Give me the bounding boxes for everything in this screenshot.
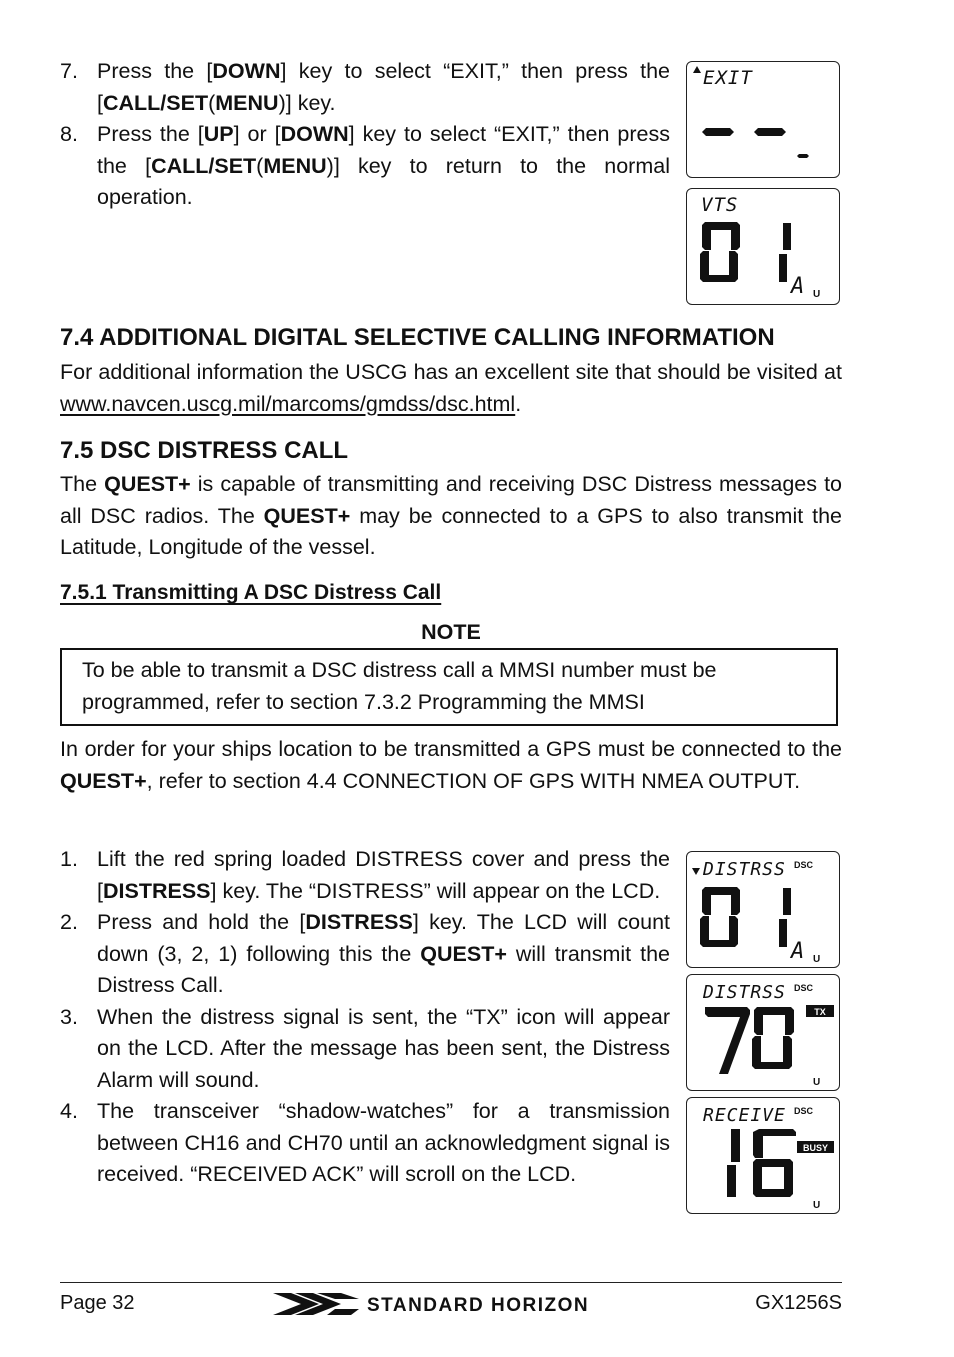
lcd-distress-tx-dsc-tag: DSC — [794, 983, 814, 993]
text-run: ] — [280, 59, 287, 83]
footer-page-number: Page 32 — [60, 1292, 135, 1314]
section-7-5-1-heading: 7.5.1 Transmitting A DSC Distress Call — [60, 581, 442, 604]
lcd-vts-label: VTS — [701, 194, 739, 216]
bold-term: CALL/SET — [151, 153, 257, 178]
text-run: ] — [210, 878, 217, 903]
text-run: key to select “EXIT,” then press the — [286, 59, 671, 83]
small-dash-segment — [797, 154, 809, 158]
lcd-busy-badge: BUSY — [802, 1143, 829, 1153]
text-run: ( — [208, 90, 216, 115]
lcd-distress-tx-unit: U — [813, 1077, 821, 1088]
lcd-exit-screen — [686, 61, 840, 178]
text-run: Press the — [97, 59, 207, 83]
bold-term: DISTRESS — [102, 878, 211, 903]
note-text: To be able to transmit a DSC distress call a MMSI number must be programmed, refer to section 7.3.2 Programming the MMSI — [82, 658, 717, 714]
dash-segment-left — [702, 128, 734, 136]
section-7-4-text-end: . — [515, 391, 522, 416]
dash-segment-right — [754, 128, 786, 136]
lcd-vts-channel-digits — [700, 222, 791, 282]
text-run: ] — [348, 122, 355, 146]
bold-term: QUEST+ — [263, 503, 351, 528]
text-run: [ — [274, 122, 281, 146]
footer-model: GX1256S — [755, 1292, 842, 1314]
lcd-tx-channel-digits — [705, 1007, 794, 1074]
text-run: [ — [145, 153, 152, 178]
text-run: )] — [326, 153, 340, 178]
text-run: Lift the red spring loaded DISTRESS cover and press the — [97, 847, 670, 871]
lcd-distress-dsc-tag: DSC — [794, 860, 814, 870]
manual-page — [60, 0, 842, 1357]
gps-paragraph — [60, 734, 842, 797]
bold-term: MENU — [263, 153, 327, 178]
text-run: or — [239, 122, 275, 146]
lcd-receive-screen — [686, 1097, 840, 1214]
lcd-vts-suffix: A — [791, 274, 806, 299]
text-run: key. — [291, 90, 336, 115]
step-number: 4. — [60, 1099, 78, 1123]
section-7-4-body — [60, 357, 842, 420]
bold-term: QUEST+ — [104, 472, 191, 496]
step-item — [60, 1002, 670, 1097]
lcd-tx-badge: TX — [814, 1007, 826, 1017]
text-run: [ — [206, 59, 213, 83]
text-run: When the distress signal is sent, the “TX” icon will appear on the LCD. After the message has been sent, the Distress Alarm will sound. — [97, 1004, 670, 1092]
lcd-distress-screen — [686, 851, 840, 968]
bold-term: DISTRESS — [305, 910, 413, 934]
lcd-distress-tx-screen — [686, 974, 840, 1091]
footer-rule — [60, 1282, 842, 1283]
text-run: The transceiver “shadow-watches” for a transmission between CH16 and CH70 until an acknowledgment signal is received. “RECEIVED ACK” will scroll on the LCD. — [97, 1099, 670, 1186]
text-run: is capable of transmitting and receiving DSC Distress messages to all DSC radios. The — [60, 472, 842, 528]
standard-horizon-mark-icon — [273, 1293, 359, 1315]
text-run: [ — [299, 910, 306, 934]
text-run: Press and hold the — [97, 910, 300, 934]
lcd-receive-label: RECEIVE — [703, 1105, 786, 1126]
bold-term: DOWN — [280, 122, 349, 146]
note-box — [60, 648, 838, 726]
step-number: 2. — [60, 910, 78, 934]
text-run: ] — [412, 910, 419, 934]
text-run: may be connected to a GPS to also transmit the Latitude, Longitude of the vessel. — [60, 503, 842, 559]
text-run: In order for your ships location to be transmitted a GPS must be connected to the — [60, 737, 842, 761]
text-run: key to select “EXIT,” then press the — [97, 122, 670, 178]
step-item — [60, 56, 670, 119]
lcd-vts-screen — [686, 188, 840, 305]
step-item — [60, 1096, 670, 1191]
text-run: key. The “DISTRESS” will appear on the LCD. — [216, 878, 661, 903]
text-run: )] — [278, 90, 292, 115]
step-number: 8. — [60, 122, 78, 146]
bold-term: QUEST+ — [60, 768, 147, 793]
up-arrow-icon — [693, 66, 701, 73]
lcd-exit-label: EXIT — [703, 67, 753, 89]
intro-steps — [60, 56, 670, 214]
section-7-5-heading: 7.5 DSC DISTRESS CALL — [60, 437, 349, 464]
bold-term: CALL/SET — [102, 90, 209, 115]
text-run: The — [60, 472, 105, 496]
lcd-distress-unit: U — [813, 954, 821, 965]
step-number: 7. — [60, 59, 78, 83]
distress-steps — [60, 844, 670, 1191]
uscg-dsc-link[interactable]: www.navcen.uscg.mil/marcoms/gmdss/dsc.html — [60, 391, 516, 416]
lcd-vts-unit: U — [813, 289, 821, 300]
intro-steps-list — [60, 56, 670, 214]
lcd-distress-channel-digits — [700, 887, 791, 947]
text-run: , refer to section 4.4 CONNECTION OF GPS WITH NMEA OUTPUT. — [146, 768, 801, 793]
lcd-distress-suffix: A — [791, 939, 806, 964]
text-run: [ — [97, 90, 103, 115]
step-number: 3. — [60, 1004, 78, 1029]
text-run: will transmit the Distress Call. — [97, 941, 670, 997]
lcd-distress-label: DISTRSS — [703, 859, 786, 880]
lcd-receive-channel-digits — [727, 1129, 796, 1197]
text-run: [ — [97, 878, 103, 903]
text-run: key. The LCD will count down (3, 2, 1) following this the — [97, 910, 671, 966]
text-run: key to return to the normal operation. — [97, 153, 670, 209]
lcd-receive-unit: U — [813, 1200, 821, 1211]
bold-term: UP — [203, 122, 234, 146]
step-item — [60, 907, 670, 1002]
bold-term: MENU — [215, 90, 279, 115]
logo-brand-text: STANDARD HORIZON — [367, 1295, 590, 1316]
lcd-receive-dsc-tag: DSC — [794, 1106, 814, 1116]
down-arrow-icon — [692, 868, 700, 875]
text-run: [ — [197, 122, 204, 146]
text-run: ( — [256, 153, 264, 178]
section-7-4-heading: 7.4 ADDITIONAL DIGITAL SELECTIVE CALLING INFORMATION — [60, 324, 775, 351]
lcd-distress-tx-label: DISTRSS — [703, 982, 786, 1003]
bold-term: DOWN — [212, 59, 281, 83]
step-number: 1. — [60, 847, 78, 871]
bold-term: QUEST+ — [420, 941, 507, 966]
section-7-5-body — [60, 469, 842, 564]
distress-steps-list — [60, 844, 670, 1191]
text-run: Press the — [97, 122, 198, 146]
step-item — [60, 119, 670, 214]
text-run: ] — [233, 122, 240, 146]
section-7-4-text: For additional information the USCG has an excellent site that should be visited at — [60, 360, 842, 384]
standard-horizon-logo — [273, 1290, 633, 1318]
note-title: NOTE — [421, 620, 481, 644]
step-item — [60, 844, 670, 907]
